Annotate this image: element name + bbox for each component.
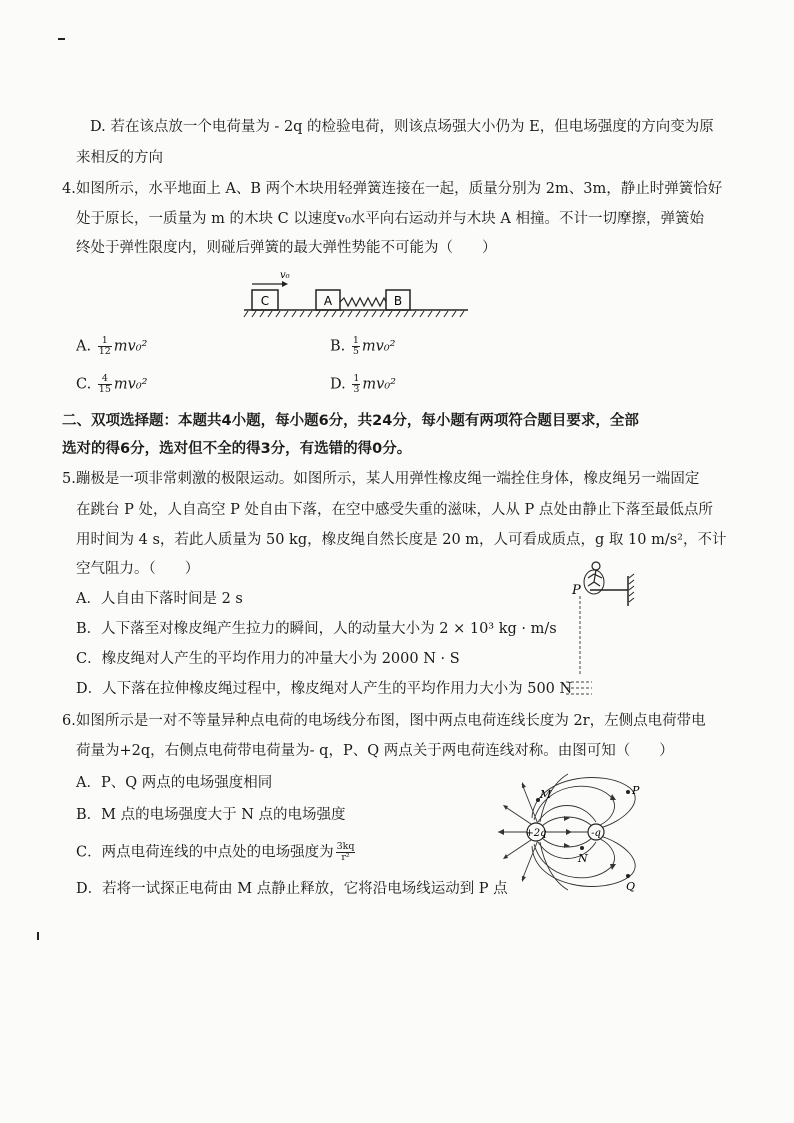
q5-stem-line4: 空气阻力。（ ） [76, 561, 200, 577]
field-line-escape-ll [504, 838, 534, 858]
section2-heading-line2: 选对的得6分，选对但不全的得3分，有选错的得0分。 [62, 441, 412, 457]
q4-blocks-figure [236, 268, 476, 320]
q6-option-c-text: C．两点电荷连线的中点处的电场强度为 [76, 844, 334, 861]
scan-mark-top [58, 38, 65, 40]
point-p [626, 790, 630, 794]
q4-option-c-expr: mv₀² [113, 376, 148, 393]
q6-option-c-den: r² [341, 852, 350, 863]
q4-option-c-fraction [98, 374, 112, 395]
q4-option-a-letter: A. [76, 338, 92, 355]
q6-stem-line1: 6.如图所示是一对不等量异种点电荷的电场线分布图，图中两点电荷连线长度为 2r，左侧点电荷带电 [62, 713, 706, 729]
q4-option-a-fraction [98, 336, 112, 357]
q4-option-b-num: 1 [352, 335, 359, 346]
q4-option-a-expr: mv₀² [113, 338, 148, 355]
field-line-mid-top [538, 806, 596, 823]
q4-option-b [330, 336, 396, 357]
block-b-label: B [393, 294, 403, 308]
q6-option-b: B．M 点的电场强度大于 N 点的电场强度 [76, 807, 346, 823]
q5-option-c: C．橡皮绳对人产生的平均作用力的冲量大小为 2000 N · S [76, 651, 460, 667]
q4-option-d-fraction [352, 374, 360, 395]
velocity-arrowhead [282, 281, 288, 287]
point-n [580, 846, 584, 850]
q4-stem-line1: 4.如图所示，水平地面上 A、B 两个木块用轻弹簧连接在一起，质量分别为 2m、3m，静止时弹簧恰好 [62, 181, 723, 197]
jumper-head [592, 562, 600, 570]
point-m-label: M [540, 788, 552, 801]
field-line-escape-ul [504, 806, 534, 826]
q6-option-d: D．若将一试探正电荷由 M 点静止释放，它将沿电场线运动到 P 点 [76, 881, 508, 897]
q4-option-d-den: 3 [353, 384, 360, 395]
q4-option-c-letter: C. [76, 376, 92, 393]
ground-hatching [244, 311, 464, 317]
point-p-label: P [632, 784, 640, 797]
q4-option-c-den: 15 [98, 384, 111, 395]
block-a-label: A [323, 294, 333, 308]
wall-hatching [629, 574, 634, 602]
q4-option-b-fraction [352, 336, 360, 357]
q4-option-b-letter: B. [330, 338, 346, 355]
q4-option-a-den: 12 [98, 346, 111, 357]
positive-charge-label: +2q [525, 828, 547, 839]
q6-option-a: A．P、Q 两点的电场强度相同 [76, 775, 273, 791]
q6-option-c [76, 842, 357, 863]
q4-option-d-letter: D. [330, 376, 346, 393]
q6-field-lines-figure [494, 770, 662, 892]
scan-mark-left [37, 932, 39, 940]
negative-charge-label: -q [591, 828, 601, 839]
point-q-label: Q [626, 880, 636, 893]
q6-option-c-num: 3kq [336, 841, 355, 852]
q4-option-a [76, 336, 147, 357]
q6-option-c-fraction [336, 842, 356, 863]
q5-stem-line2: 在跳台 P 处，人自高空 P 处自由下落，在空中感受失重的滋味，人从 P 点处由静止下落至最低点所 [76, 502, 713, 518]
q4-option-d [330, 374, 396, 395]
q3-option-d-line1: D. 若在该点放一个电荷量为 - 2q 的检验电荷，则该点场强大小仍为 E，但电场强度的方向变为原 [90, 119, 714, 135]
point-n-label: N [578, 852, 588, 865]
q5-bungee-figure [566, 556, 642, 706]
q5-option-b: B．人下落至对橡皮绳产生拉力的瞬间，人的动量大小为 2 × 10³ kg · m/s [76, 621, 557, 637]
block-c-label: C [260, 294, 270, 308]
q5-stem-line1: 5.蹦极是一项非常刺激的极限运动。如图所示，某人用弹性橡皮绳一端拴住身体，橡皮绳另一端固定 [62, 471, 700, 487]
q5-stem-line3: 用时间为 4 s，若此人质量为 50 kg，橡皮绳自然长度是 20 m，人可看成质点，g 取 10 m/s²，不计 [76, 532, 727, 548]
section2-heading-line1: 二、双项选择题：本题共4小题，每小题6分，共24分，每小题有两项符合题目要求，全部 [62, 413, 639, 429]
q4-option-c-num: 4 [98, 374, 112, 385]
q4-option-b-expr: mv₀² [361, 338, 396, 355]
q6-stem-line2: 荷量为+2q，右侧点电荷带电荷量为- q，P、Q 两点关于两电荷连线对称。由图可知（ ） [76, 743, 674, 759]
q5-option-d: D．人下落在拉伸橡皮绳过程中，橡皮绳对人产生的平均作用力大小为 500 N [76, 681, 573, 697]
q4-option-c [76, 374, 147, 395]
point-q [626, 874, 630, 878]
spring [340, 298, 386, 306]
velocity-label: v₀ [280, 270, 290, 281]
q4-option-a-num: 1 [98, 336, 112, 347]
q4-option-b-den: 5 [352, 346, 359, 357]
q4-stem-line3: 终处于弹性限度内，则碰后弹簧的最大弹性势能不可能为（ ） [76, 240, 497, 256]
point-p-label: P [572, 583, 581, 598]
q3-option-d-line2: 来相反的方向 [76, 150, 163, 166]
q4-stem-line2: 处于原长，一质量为 m 的木块 C 以速度v₀水平向右运动并与木块 A 相撞。不计一切摩擦，弹簧始 [76, 211, 704, 227]
q4-option-d-num: 1 [353, 373, 360, 384]
q4-option-d-expr: mv₀² [362, 376, 396, 393]
q5-option-a: A．人自由下落时间是 2 s [76, 591, 243, 607]
